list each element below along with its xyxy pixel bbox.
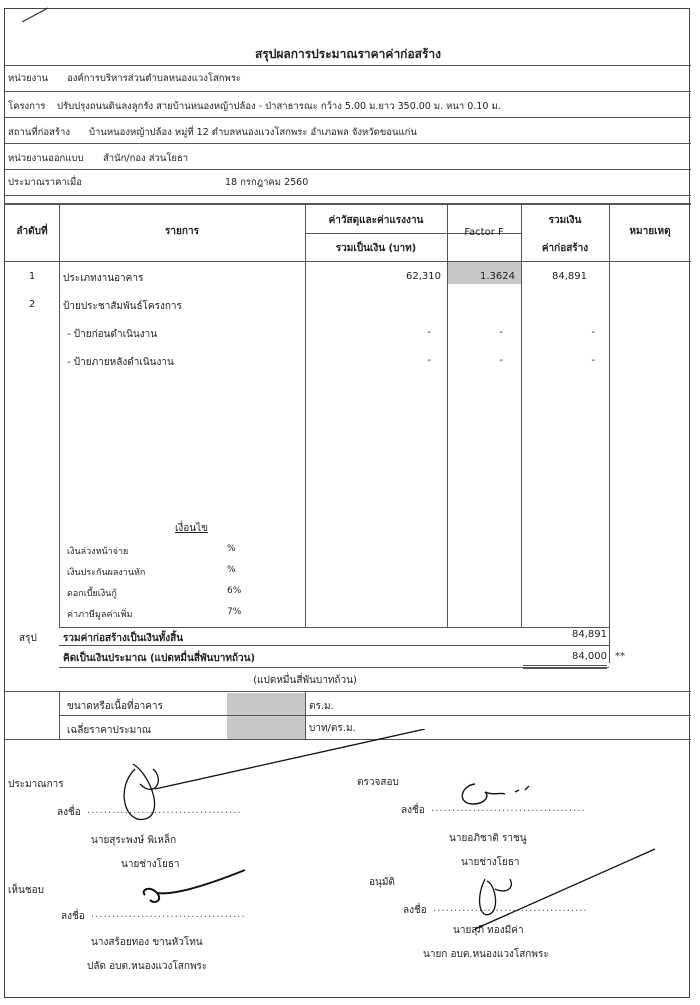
estimator-label: ประมาณการ <box>8 779 64 790</box>
checker-label: ตรวจสอบ <box>357 777 399 788</box>
avg-price-label: เฉลี่ยราคาประมาณ <box>67 725 152 736</box>
approver-sign-line: ..................................... <box>91 909 246 920</box>
summary-round-value: 84,000 <box>572 651 607 662</box>
row-no: 2 <box>28 299 36 310</box>
amount-in-words: (แปดหมื่นสี่พันบาทถ้วน) <box>253 675 357 686</box>
condition-value: 6% <box>227 586 242 596</box>
area-unit: ตร.ม. <box>309 701 334 712</box>
row-factor: - <box>499 327 503 338</box>
row-total: - <box>591 355 595 366</box>
project-value: ปรับปรุงถนนดินลงลูกรัง สายบ้านหนองหญ้าปล้อง - ป่าสาธารณะ กว้าง 5.00 ม.ยาว 350.00 ม. หนา 0.10 ม. <box>57 101 501 112</box>
divider <box>5 91 691 92</box>
agency-label: หน่วยงาน <box>8 73 49 84</box>
estimator-title: นายช่างโยธา <box>121 859 180 870</box>
row-cost: - <box>427 327 431 338</box>
conditions-title: เงื่อนไข <box>175 523 209 534</box>
estimator-sign-prefix: ลงชื่อ <box>57 807 81 818</box>
estimator-signature-image <box>95 729 425 839</box>
divider <box>59 715 691 716</box>
col-header-cost-bottom: รวมเป็นเงิน (บาท) <box>335 243 417 254</box>
double-underline <box>523 668 607 669</box>
col-header-total-bottom: ค่าก่อสร้าง <box>541 243 589 254</box>
row-item: ป้ายประชาสัมพันธ์โครงการ <box>63 301 182 312</box>
authorizer-sign-line: ..................................... <box>433 903 588 914</box>
approver-name: นางสร้อยทอง ขานหัวโทน <box>91 937 203 948</box>
col-header-cost-top: ค่าวัสดุและค่าแรงงาน <box>328 215 424 226</box>
col-header-item: รายการ <box>165 226 199 237</box>
authorizer-name: นายสุภี ทองมีค่า <box>453 925 524 936</box>
checker-sign-prefix: ลงชื่อ <box>401 805 425 816</box>
summary-divider <box>59 627 609 628</box>
row-total: 84,891 <box>552 271 587 282</box>
row-item: - ป้ายก่อนดำเนินงาน <box>67 329 158 340</box>
checker-sign-line: ..................................... <box>431 803 586 814</box>
checker-title: นายช่างโยธา <box>461 857 520 868</box>
row-factor: - <box>499 355 503 366</box>
col-divider <box>521 203 522 627</box>
location-label: สถานที่ก่อสร้าง <box>8 127 70 138</box>
summary-total-value: 84,891 <box>572 629 607 640</box>
project-label: โครงการ <box>8 101 46 112</box>
divider <box>5 117 691 118</box>
condition-label: ดอกเบี้ยเงินกู้ <box>67 589 117 599</box>
row-factor: 1.3624 <box>480 271 515 282</box>
condition-label: ค่าภาษีมูลค่าเพิ่ม <box>67 610 133 620</box>
estimator-name: นายสุระพงษ์ พิเหล็ก <box>91 835 177 846</box>
divider <box>5 195 691 196</box>
divider <box>5 691 691 692</box>
summary-round-label: คิดเป็นเงินประมาณ (แปดหมื่นสี่พันบาทถ้วน) <box>63 653 256 664</box>
condition-value: % <box>227 544 236 554</box>
table-header-bottom <box>5 261 691 262</box>
col-header-factor: Factor F <box>464 227 504 238</box>
estimate-date: 18 กรกฎาคม 2560 <box>225 177 309 188</box>
row-item: ประเภทงานอาคาร <box>63 273 144 284</box>
double-underline <box>523 665 607 666</box>
document-page <box>4 8 690 998</box>
authorizer-sign-prefix: ลงชื่อ <box>403 905 427 916</box>
row-cost: 62,310 <box>406 271 441 282</box>
summary-label: สรุป <box>19 633 37 644</box>
row-item: - ป้ายภายหลังดำเนินงาน <box>67 357 174 368</box>
row-total: - <box>591 327 595 338</box>
col-divider <box>305 203 306 627</box>
approver-title: ปลัด อบต.หนองแวงโสกพระ <box>87 961 208 972</box>
avg-price-unit: บาท/ตร.ม. <box>309 723 356 734</box>
corner-mark <box>20 6 50 24</box>
area-label: ขนาดหรือเนื้อที่อาคาร <box>67 701 163 712</box>
designer-label: หน่วยงานออกแบบ <box>8 153 84 164</box>
authorizer-label: อนุมัติ <box>369 877 395 888</box>
divider <box>5 143 691 144</box>
summary-divider <box>59 667 609 668</box>
summary-divider <box>59 645 609 646</box>
designer-value: สำนัก/กอง ส่วนโยธา <box>103 153 189 164</box>
condition-label: เงินประกันผลงานหัก <box>67 568 146 578</box>
location-value: บ้านหนองหญ้าปล้อง หมู่ที่ 12 ตำบลหนองแวงโสกพระ อำเภอพล จังหวัดขอนแก่น <box>89 127 417 138</box>
condition-value: 7% <box>227 607 242 617</box>
approver-sign-prefix: ลงชื่อ <box>61 911 85 922</box>
col-header-no: ลำดับที่ <box>16 226 48 237</box>
estimate-label: ประมาณราคาเมื่อ <box>8 177 82 188</box>
authorizer-signature-image <box>445 839 665 949</box>
condition-label: เงินล่วงหน้าจ่าย <box>67 547 129 557</box>
checker-name: นายอภิชาติ ราชนู <box>449 833 527 844</box>
table-top-border <box>5 203 691 205</box>
approver-signature-image <box>135 865 255 915</box>
authorizer-title: นายก อบต.หนองแวงโสกพระ <box>423 949 549 960</box>
condition-value: % <box>227 565 236 575</box>
agency-value: องค์การบริหารส่วนตำบลหนองแวงโสกพระ <box>67 73 242 84</box>
col-divider <box>59 203 60 627</box>
approver-label: เห็นชอบ <box>8 885 44 896</box>
document-title: สรุปผลการประมาณราคาค่าก่อสร้าง <box>254 47 442 61</box>
row-cost: - <box>427 355 431 366</box>
checker-signature-image <box>455 774 545 814</box>
estimator-sign-line: ..................................... <box>87 805 242 816</box>
col-divider <box>609 203 610 663</box>
col-header-remark: หมายเหตุ <box>629 226 671 237</box>
summary-total-label: รวมค่าก่อสร้างเป็นเงินทั้งสิ้น <box>63 633 184 644</box>
divider <box>5 169 691 170</box>
col-header-total-top: รวมเงิน <box>548 215 582 226</box>
summary-round-mark: ** <box>615 651 625 662</box>
divider <box>5 65 691 66</box>
row-no: 1 <box>28 271 36 282</box>
